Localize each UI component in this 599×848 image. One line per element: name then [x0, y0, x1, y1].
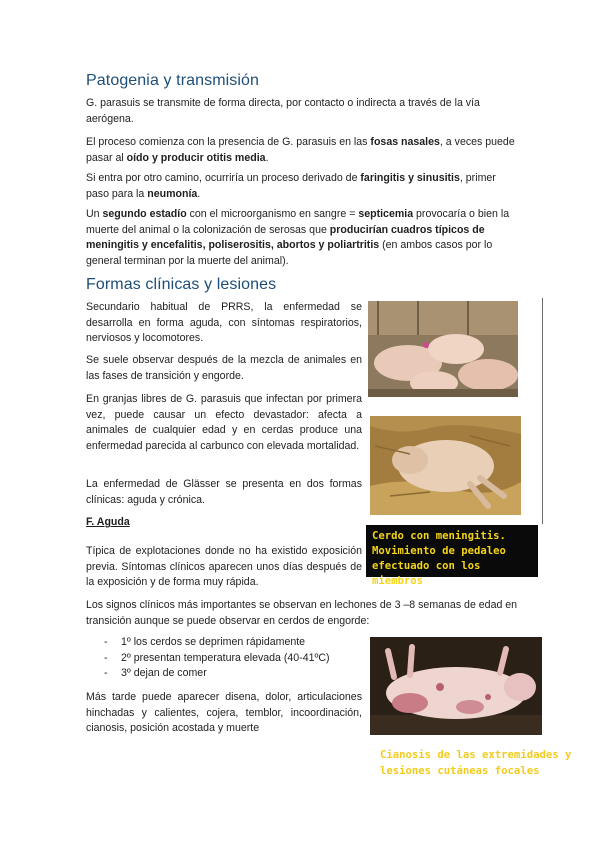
paragraph-mixing: Se suele observar después de la mezcla de animales en las fases de transición y engorde.	[86, 354, 362, 382]
caption-meningitis: Cerdo con meningitis. Movimiento de pedaleo efectuado con los miembros	[366, 525, 538, 577]
paragraph-second-stage: Un segundo estadío con el microorganismo en sangre = septicemia provocaría o bien la muerte del animal o la colonización de serosas que producirían cuadros típicos de meningitis y encefalitis, poliserositis, abortos y poliartritis (en ambos casos por lo general terminan por la muerte del animal).	[86, 208, 510, 267]
paragraph-process-start: El proceso comienza con la presencia de G. parasuis en las fosas nasales, a veces puede pasar al oído y producir otitis media.	[86, 136, 515, 164]
clinical-signs-list	[86, 635, 330, 682]
paragraph-later-symptoms: Más tarde puede aparecer disena, dolor, articulaciones hinchadas y calientes, cojera, temblor, incoordinación, cianosis, posición acostada y muerte	[86, 691, 362, 735]
figure-divider-line	[542, 298, 543, 524]
paragraph-prrs: Secundario habitual de PRRS, la enfermedad se desarrolla en forma aguda, con síntomas respiratorios, nerviosos y locomotores.	[86, 301, 362, 345]
list-item: - 3º dejan de comer	[104, 667, 207, 680]
paragraph-aguda-typical: Típica de explotaciones donde no ha existido exposición previa. Síntomas clínicos aparecen unos días después de la exposición y de forma muy rápida.	[86, 545, 362, 589]
pig-cyanosis-photo	[370, 637, 542, 735]
paragraph-other-path: Si entra por otro camino, ocurriría un proceso derivado de faringitis y sinusitis, primer paso para la neumonía.	[86, 172, 496, 200]
list-item: - 1º los cerdos se deprimen rápidamente	[104, 636, 306, 648]
pig-meningitis-photo	[370, 416, 521, 515]
paragraph-transmission: G. parasuis se transmite de forma directa, por contacto o indirecta a través de la vía aerógena.	[86, 97, 480, 125]
section-title-patogenia: Patogenia y transmisión	[86, 72, 260, 89]
paragraph-glasser-forms: La enfermedad de Glässer se presenta en dos formas clínicas: aguda y crónica.	[86, 478, 362, 506]
subheading-forma-aguda: F. Aguda	[86, 516, 130, 528]
caption-cianosis: Cianosis de las extremidades y lesiones cutáneas focales	[380, 749, 572, 777]
paragraph-free-farms: En granjas libres de G. parasuis que infectan por primera vez, puede causar un efecto devastador: afecta a animales de cualquier edad y en cerdas produce una enfermedad parecida al carbunco con elevada mortalidad.	[86, 393, 362, 452]
pigs-group-photo	[368, 301, 518, 397]
section-title-formas-clinicas: Formas clínicas y lesiones	[86, 276, 277, 293]
list-item: - 2º presentan temperatura elevada (40-41ºC)	[104, 651, 330, 664]
paragraph-clinical-signs: Los signos clínicos más importantes se observan en lechones de 3 –8 semanas de edad en transición aunque se puede observar en cerdos de engorde:	[86, 599, 518, 627]
